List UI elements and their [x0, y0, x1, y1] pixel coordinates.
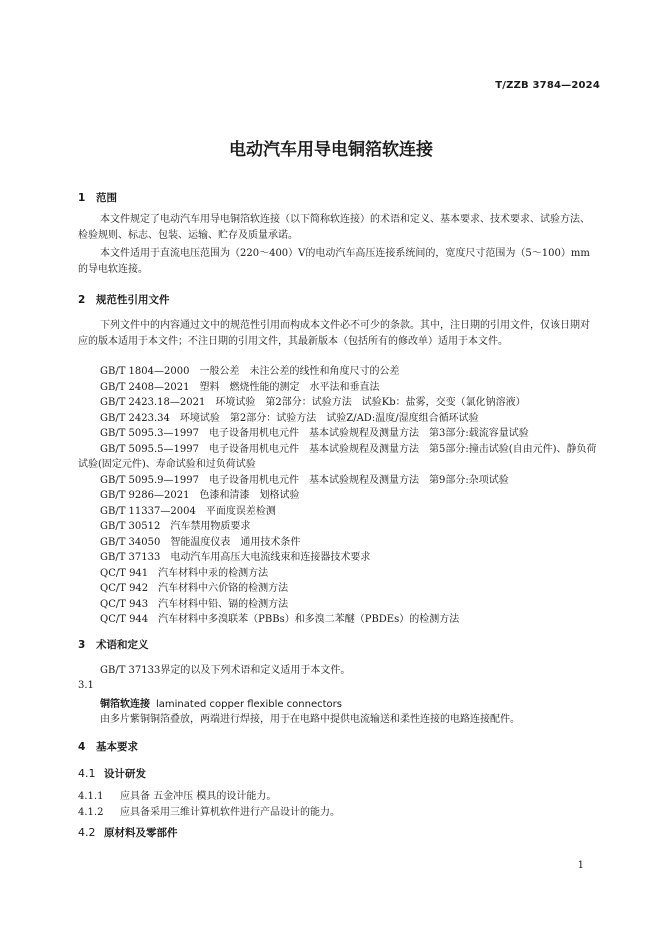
reference-item: QC/T 943 汽车材料中铅、镉的检测方法: [100, 598, 289, 610]
scope-paragraph-1: 本文件规定了电动汽车用导电铜箔软连接（以下简称软连接）的术语和定义、基本要求、技术要求、试验方法、检验规则、标志、包装、运输、贮存及质量承诺。: [78, 214, 590, 241]
section-title: 规范性引用文件: [96, 294, 170, 306]
reference-item: GB/T 34050 智能温度仪表 通用技术条件: [100, 536, 301, 548]
subsection-4-2-heading: [78, 825, 178, 840]
reference-item: QC/T 944 汽车材料中多溴联苯（PBBs）和多溴二苯醚（PBDEs）的检测方法: [100, 614, 460, 625]
clause-4-1-1: [78, 787, 276, 802]
clause-number: 4.1.1: [78, 791, 104, 802]
section-number: 2: [78, 294, 86, 306]
section-number: 4: [78, 741, 86, 753]
scope-paragraph-2: 本文件适用于直流电压范围为（220～400）V的电动汽车高压连接系统间的，宽度尺寸范围为（5～100）mm的导电软连接。: [78, 248, 590, 275]
section-number: 3: [78, 639, 86, 651]
standard-number: T/ZZB 3784—2024: [495, 80, 600, 91]
term-heading: [100, 695, 342, 710]
reference-item: GB/T 5095.3—1997 电子设备用机电元件 基本试验规程及测量方法 第3部分:载流容量试验: [100, 428, 529, 439]
reference-item: GB/T 30512 汽车禁用物质要求: [100, 521, 251, 532]
reference-item: QC/T 941 汽车材料中汞的检测方法: [100, 567, 269, 579]
reference-item: GB/T 2423.34 环境试验 第2部分：试验方法 试验Z/AD:温度/湿度组合循环试验: [100, 412, 479, 424]
subsection-title: 原材料及零部件: [104, 827, 178, 839]
section-2-heading: [78, 292, 170, 307]
section-1-heading: [78, 190, 117, 205]
section-title: 基本要求: [96, 741, 138, 753]
section-3-heading: [78, 637, 149, 652]
section-title: 术语和定义: [96, 639, 149, 651]
reference-item: GB/T 5095.5—1997 电子设备用机电元件 基本试验规程及测量方法 第5部分:撞击试验(自由元件)、静负荷试验(固定元件)、寿命试验和过负荷试验: [78, 443, 597, 470]
clause-number: 4.1.2: [78, 807, 104, 818]
reference-item: QC/T 942 汽车材料中六价铬的检测方法: [100, 583, 289, 594]
section-title: 范围: [96, 192, 117, 204]
reference-item: GB/T 1804—2000 一般公差 未注公差的线性和角度尺寸的公差: [100, 366, 400, 377]
subsection-number: 4.1: [78, 767, 96, 780]
term-entry-number: 3.1: [78, 680, 94, 691]
clause-text: 应具备 五金冲压 模具的设计能力。: [120, 791, 277, 802]
section-4-heading: [78, 739, 138, 754]
reference-item: GB/T 11337—2004 平面度误差检测: [100, 505, 276, 517]
normative-intro: 下列文件中的内容通过文中的规范性引用而构成本文件必不可少的条款。其中，注日期的引用文件，仅该日期对应的版本适用于本文件；不注日期的引用文件，其最新版本（包括所有的修改单）适用于本文件。: [78, 320, 590, 347]
subsection-4-1-heading: [78, 766, 146, 781]
terms-intro: GB/T 37133界定的以及下列术语和定义适用于本文件。: [100, 665, 351, 676]
document-title: 电动汽车用导电铜箔软连接: [229, 140, 433, 160]
clause-text: 应具备采用三维计算机软件进行产品设计的能力。: [120, 807, 340, 818]
reference-item: GB/T 37133 电动汽车用高压大电流线束和连接器技术要求: [100, 552, 371, 563]
subsection-title: 设计研发: [104, 768, 146, 780]
term-chinese: 铜箔软连接: [100, 699, 150, 710]
subsection-number: 4.2: [78, 826, 96, 839]
term-definition: 由多片紫铜铜箔叠放，两端进行焊接，用于在电路中提供电流输送和柔性连接的电路连接配件。: [100, 714, 520, 725]
section-number: 1: [78, 192, 86, 204]
page-number: 1: [577, 860, 584, 871]
reference-item: GB/T 2408—2021 塑料 燃烧性能的测定 水平法和垂直法: [100, 381, 380, 393]
reference-item: GB/T 2423.18—2021 环境试验 第2部分：试验方法 试验Kb：盐雾，交变（氯化钠溶液）: [100, 397, 526, 408]
reference-item: GB/T 5095.9—1997 电子设备用机电元件 基本试验规程及测量方法 第9部分:杂项试验: [100, 474, 509, 486]
clause-4-1-2: [78, 803, 340, 818]
reference-item: GB/T 9286—2021 色漆和清漆 划格试验: [100, 490, 300, 501]
term-english: laminated copper flexible connectors: [156, 699, 342, 710]
